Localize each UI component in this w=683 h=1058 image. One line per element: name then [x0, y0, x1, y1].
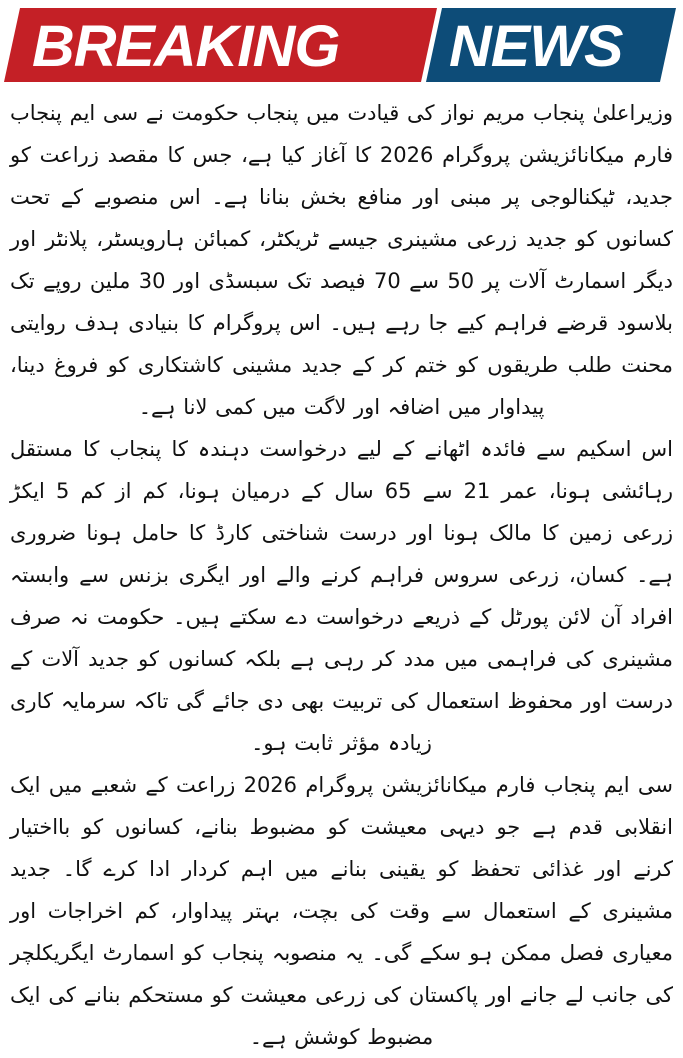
article-paragraph-1: وزیراعلیٰ پنجاب مریم نواز کی قیادت میں پنجاب حکومت نے سی ایم پنجاب فارم میکانائزیشن پروگرام 2026 کا آغاز کیا ہے، جس کا مقصد زراعت کو جدید، ٹیکنالوجی پر مبنی اور منافع بخش بنانا ہے۔ اس منصوبے کے تحت کسانوں کو جدید زرعی مشینری جیسے ٹریکٹر، کمبائن ہارویسٹر، پلانٹر اور دیگر اسمارٹ آلات پر 50 سے 70 فیصد تک سبسڈی اور 30 ملین روپے تک بلاسود قرضے فراہم کیے جا رہے ہیں۔ اس پروگرام کا بنیادی ہدف روایتی محنت طلب طریقوں کو ختم کر کے جدید مشینی کاشتکاری کو فروغ دینا، پیداوار میں اضافہ اور لاگت میں کمی لانا ہے۔ [10, 101, 673, 419]
breaking-news-banner [0, 0, 683, 92]
banner-breaking-label: BREAKING [32, 14, 340, 79]
article-paragraph-2: اس اسکیم سے فائدہ اٹھانے کے لیے درخواست دہندہ کا پنجاب کا مستقل رہائشی ہونا، عمر 21 سے 65 سال کے درمیان ہونا، کم از کم 5 ایکڑ زرعی زمین کا مالک ہونا اور درست شناختی کارڈ کا حامل ہونا ضروری ہے۔ کسان، زرعی سروس فراہم کرنے والے اور ایگری بزنس سے وابستہ افراد آن لائن پورٹل کے ذریعے درخواست دے سکتے ہیں۔ حکومت نہ صرف مشینری کی فراہمی میں مدد کر رہی ہے بلکہ کسانوں کو جدید آلات کے درست اور محفوظ استعمال کی تربیت بھی دی جائے گی تاکہ سرمایہ کاری زیادہ مؤثر ثابت ہو۔ [10, 437, 673, 755]
banner-blue-block [426, 8, 676, 82]
banner-shape-svg [0, 0, 683, 92]
article-paragraph-3: سی ایم پنجاب فارم میکانائزیشن پروگرام 2026 زراعت کے شعبے میں ایک انقلابی قدم ہے جو دیہی معیشت کو مضبوط بنانے، کسانوں کو بااختیار کرنے اور غذائی تحفظ کو یقینی بنانے میں اہم کردار ادا کرے گا۔ جدید مشینری کے استعمال سے وقت کی بچت، بہتر پیداوار، کم اخراجات اور معیاری فصل ممکن ہو سکے گی۔ یہ منصوبہ پنجاب کو اسمارٹ ایگریکلچر کی جانب لے جانے اور پاکستان کی زرعی معیشت کو مستحکم بنانے کی ایک مضبوط کوشش ہے۔ [10, 773, 673, 1049]
article-body [0, 92, 683, 1058]
banner-news-label: NEWS [449, 14, 623, 79]
banner-red-block [4, 8, 437, 82]
